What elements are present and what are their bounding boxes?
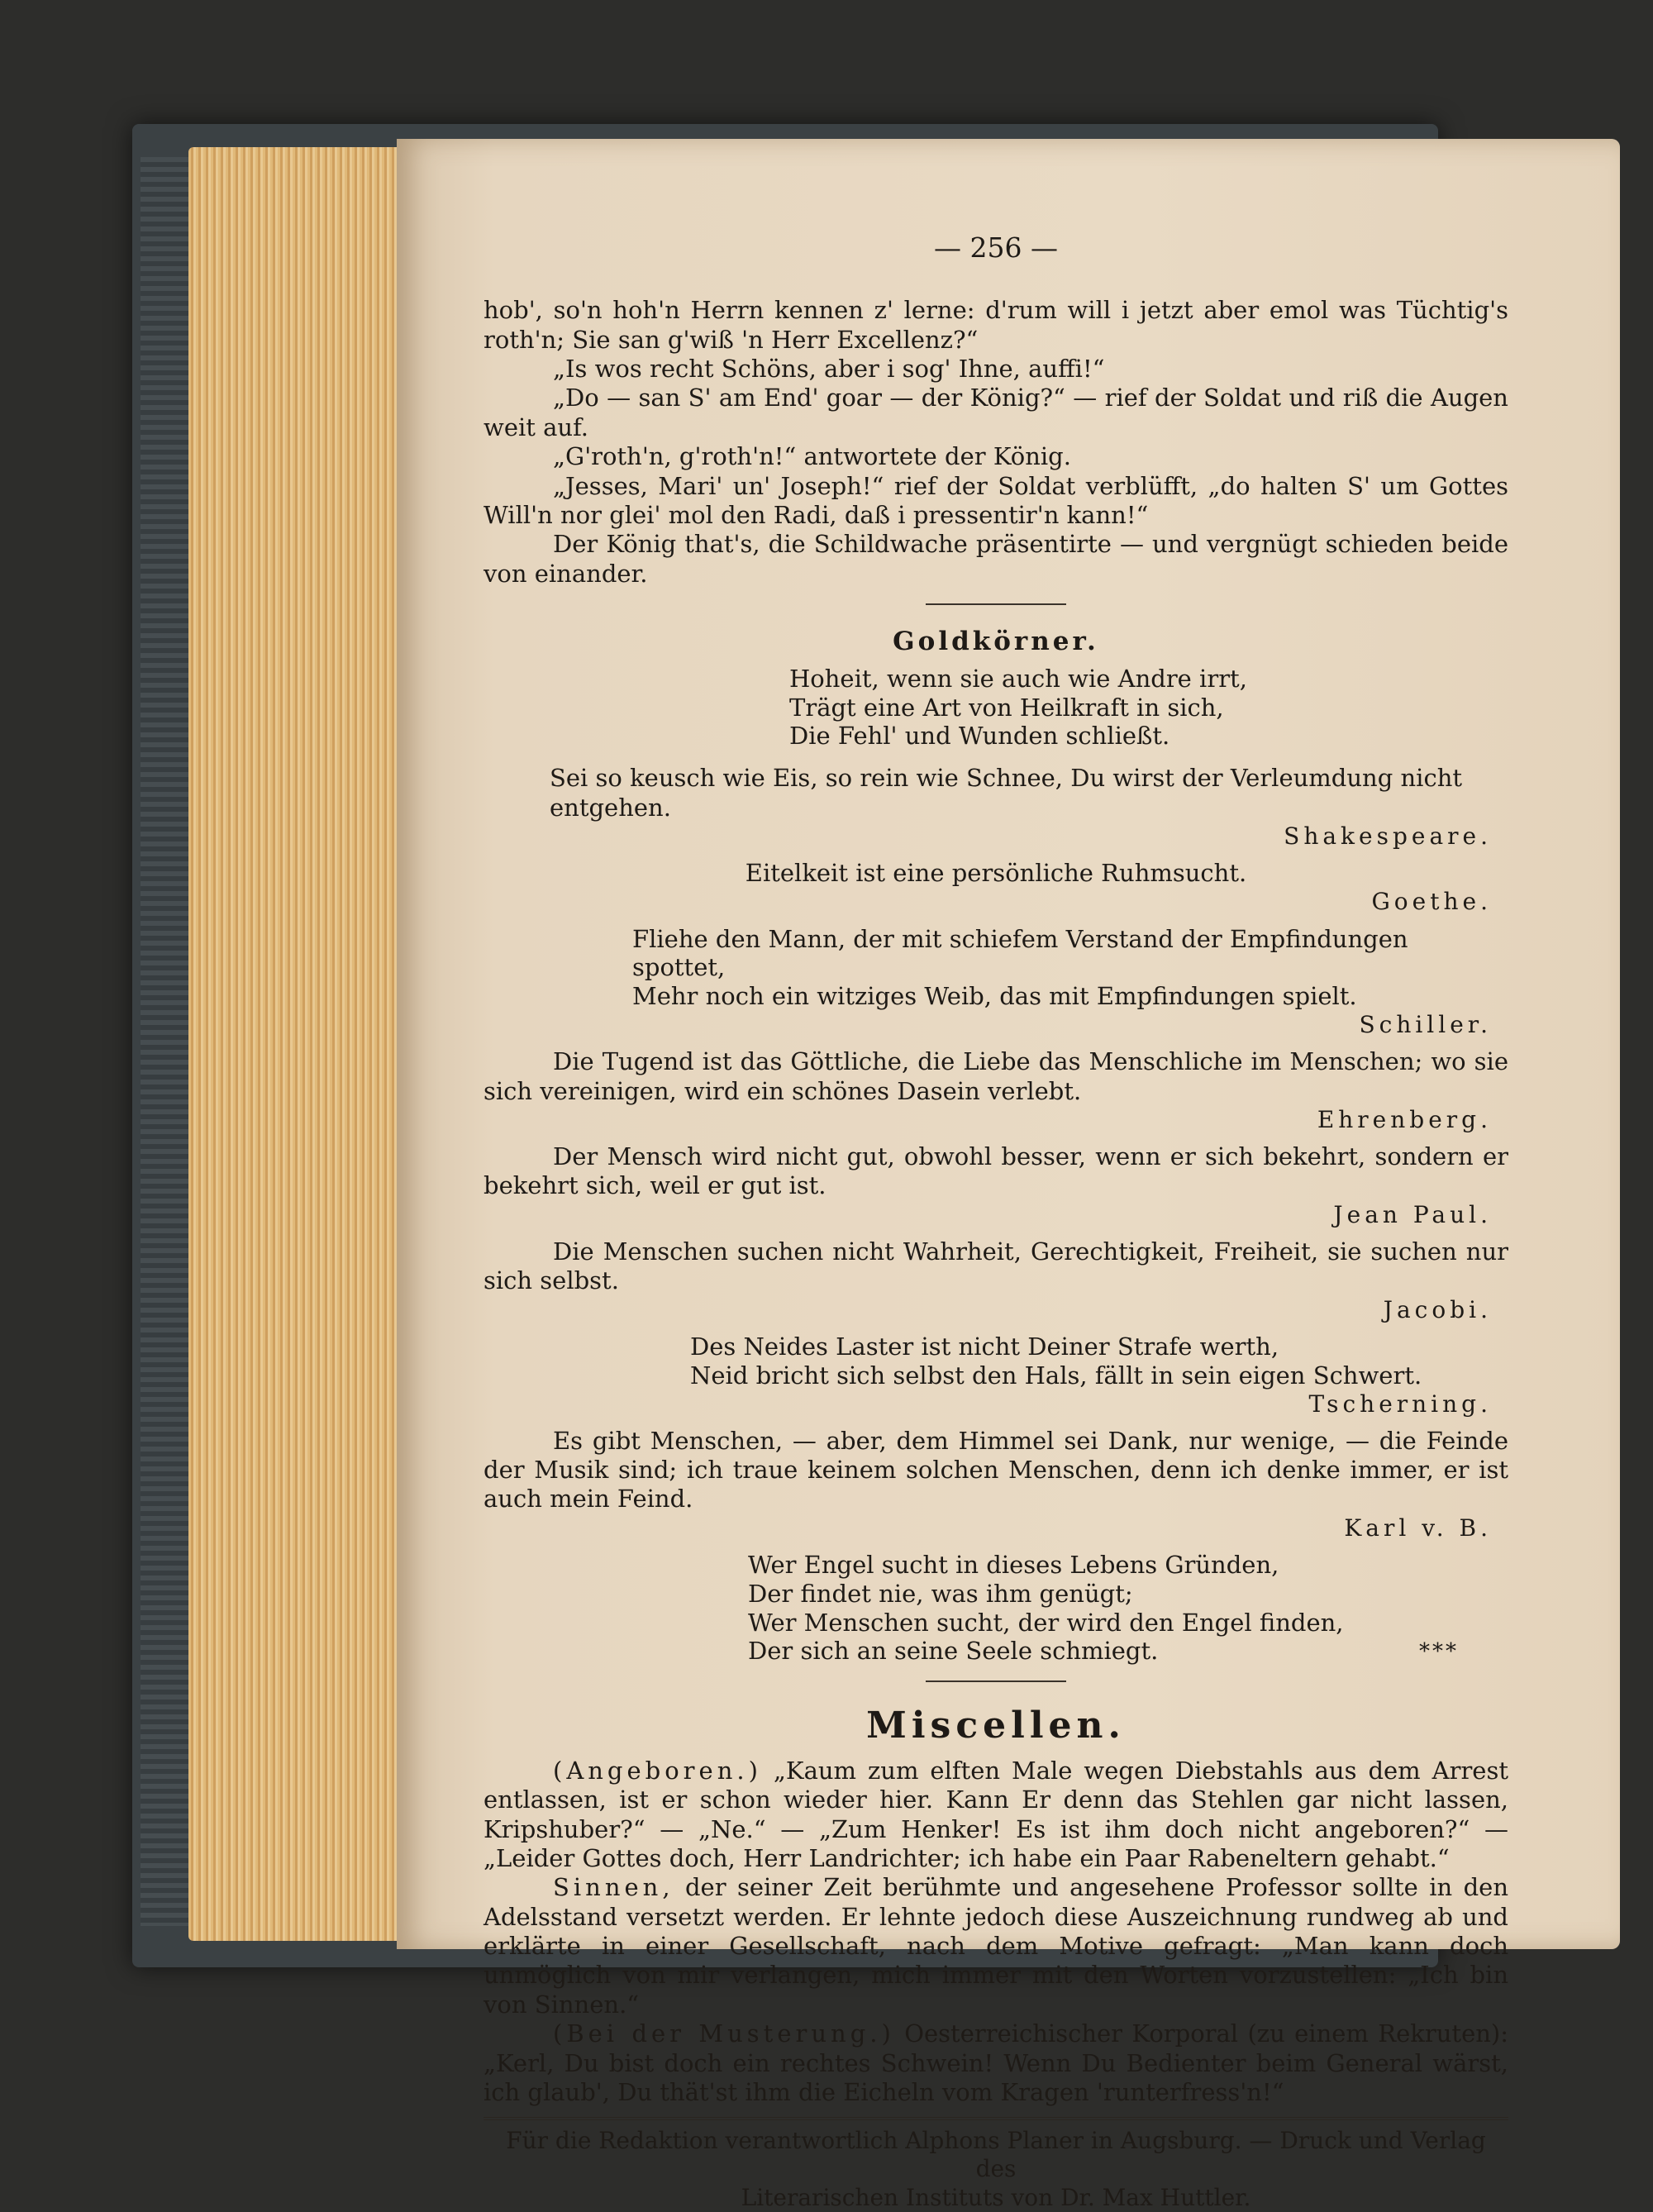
quote-author: Shakespeare. — [1284, 822, 1492, 850]
quote-author: Ehrenberg. — [1317, 1105, 1492, 1133]
story-paragraph: Der König that's, die Schildwache präsentirte — und vergnügt schieden beide von einander. — [484, 530, 1508, 588]
quote-author: Goethe. — [1371, 888, 1492, 916]
verse-block — [484, 665, 1508, 751]
quote-text: Der Mensch wird nicht gut, obwohl besser, wenn er sich bekehrt, sondern er bekehrt sich, weil er gut ist. — [484, 1142, 1508, 1200]
story-paragraph: „Jesses, Mari' un' Joseph!“ rief der Soldat verblüfft, „do halten S' um Gottes Will'n nor glei' mol den Radi, daß i pressentir'n kann!“ — [484, 471, 1508, 529]
story-paragraph: „Is wos recht Schöns, aber i sog' Ihne, auffi!“ — [553, 355, 1105, 383]
story-paragraph: „G'roth'n, g'roth'n!“ antwortete der König. — [553, 442, 1071, 471]
imprint-line: Literarischen Instituts von Dr. Max Huttler. — [741, 2183, 1251, 2211]
miscellany-heading: (Angeboren.) — [553, 1756, 762, 1785]
section-divider — [926, 603, 1066, 605]
verse-block — [484, 1551, 1508, 1666]
quote-text: Die Menschen suchen nicht Wahrheit, Gerechtigkeit, Freiheit, sie suchen nur sich selbst. — [484, 1237, 1508, 1295]
verse-line: Neid bricht sich selbst den Hals, fällt in sein eigen Schwert. — [690, 1361, 1422, 1390]
miscellany-text: „Kaum zum elften Male wegen Diebstahls aus dem Arrest entlassen, ist er schon wieder hier. Kann Er denn das Stehlen gar nicht lassen, Kripshuber?“ — „Ne.“ — „Zum Henker! Es ist ihm doch nicht angeboren?“ — „Leider Gottes doch, Herr Landrichter; ich habe ein Paar Rabeneltern gehabt.“ — [484, 1756, 1509, 1872]
quote-author: Tscherning. — [1308, 1390, 1492, 1418]
quote-author: Schiller. — [1359, 1011, 1492, 1039]
verse-line: Die Fehl' und Wunden schließt. — [789, 722, 1170, 751]
quote-author: Jean Paul. — [1333, 1200, 1492, 1228]
miscellany-paragraph — [484, 2019, 1508, 2107]
verse-line: Der findet nie, was ihm genügt; — [748, 1579, 1133, 1608]
quote-author: Jacobi. — [1383, 1295, 1492, 1323]
verse-line: Wer Engel sucht in dieses Lebens Gründen, — [748, 1550, 1279, 1579]
page-edges — [188, 147, 412, 1941]
asterism-signature: *** — [1419, 1639, 1459, 1665]
quote-author: Karl v. B. — [1344, 1514, 1492, 1542]
quote-text: Sei so keusch wie Eis, so rein wie Schnee, Du wirst der Verleumdung nicht entgehen. — [550, 764, 1463, 822]
miscellany-paragraph — [484, 1873, 1508, 2019]
verse-line: Der sich an seine Seele schmiegt. — [748, 1637, 1159, 1666]
verse-line: Des Neides Laster ist nicht Deiner Strafe werth, — [690, 1332, 1279, 1361]
page-number: — 256 — — [934, 231, 1058, 264]
quote-text: Die Tugend ist das Göttliche, die Liebe das Menschliche im Menschen; wo sie sich vereinigen, wird ein schönes Dasein verlebt. — [484, 1047, 1508, 1105]
miscellany-heading: (Bei der Musterung.) — [553, 2019, 895, 2048]
miscellany-heading: Sinnen, — [553, 1873, 674, 1902]
story-paragraph: hob', so'n hoh'n Herrn kennen z' lerne: d'rum will i jetzt aber emol was Tüchtig's roth'n; Sie san g'wiß 'n Herr Excellenz?“ — [484, 296, 1508, 354]
section-title-miscellen: Miscellen. — [866, 1704, 1126, 1747]
verse-line: Wer Menschen sucht, der wird den Engel finden, — [748, 1608, 1344, 1637]
section-divider — [926, 1680, 1066, 1682]
verse-line: Fliehe den Mann, der mit schiefem Verstand der Empfindungen spottet, — [632, 924, 1408, 982]
verse-block — [484, 925, 1508, 1011]
verse-line: Trägt eine Art von Heilkraft in sich, — [789, 693, 1224, 722]
footer-rule — [484, 2117, 1508, 2120]
verse-line: Hoheit, wenn sie auch wie Andre irrt, — [789, 664, 1247, 693]
miscellany-text: der seiner Zeit berühmte und angesehene Professor sollte in den Adelsstand versetzt werden. Er lehnte jedoch diese Auszeichnung rundweg ab und erklärte in einer Gesellschaft, nach dem Motive gefragt: „Man kann doch unmöglich von mir verlangen, mich immer mit den Worten vorzustellen: „Ich bin von Sinnen.“ — [484, 1873, 1509, 2019]
section-title-goldkoerner: Goldkörner. — [893, 627, 1099, 656]
page-content — [484, 231, 1508, 2212]
story-paragraph: „Do — san S' am End' goar — der König?“ — rief der Soldat und riß die Augen weit auf. — [484, 384, 1508, 441]
quote-text: Es gibt Menschen, — aber, dem Himmel sei Dank, nur wenige, — die Feinde der Musik sind; ich traue keinem solchen Menschen, denn ich denke immer, er ist auch mein Feind. — [484, 1426, 1508, 1514]
verse-line: Mehr noch ein witziges Weib, das mit Empfindungen spielt. — [632, 982, 1357, 1011]
imprint-line: Für die Redaktion verantwortlich Alphons Planer in Augsburg. — Druck und Verlag des — [506, 2127, 1486, 2183]
verse-block — [484, 1332, 1508, 1390]
miscellany-paragraph — [484, 1757, 1508, 1874]
miscellany-text: Oesterreichischer Korporal (zu einem Rekruten): „Kerl, Du bist doch ein rechtes Schwein! Wenn Du Bedienter beim General wärst, ich glaub', Du thät'st ihm die Eicheln vom Kragen 'runterfress'n!“ — [484, 2019, 1508, 2106]
quote-text: Eitelkeit ist eine persönliche Ruhmsucht. — [745, 859, 1247, 888]
